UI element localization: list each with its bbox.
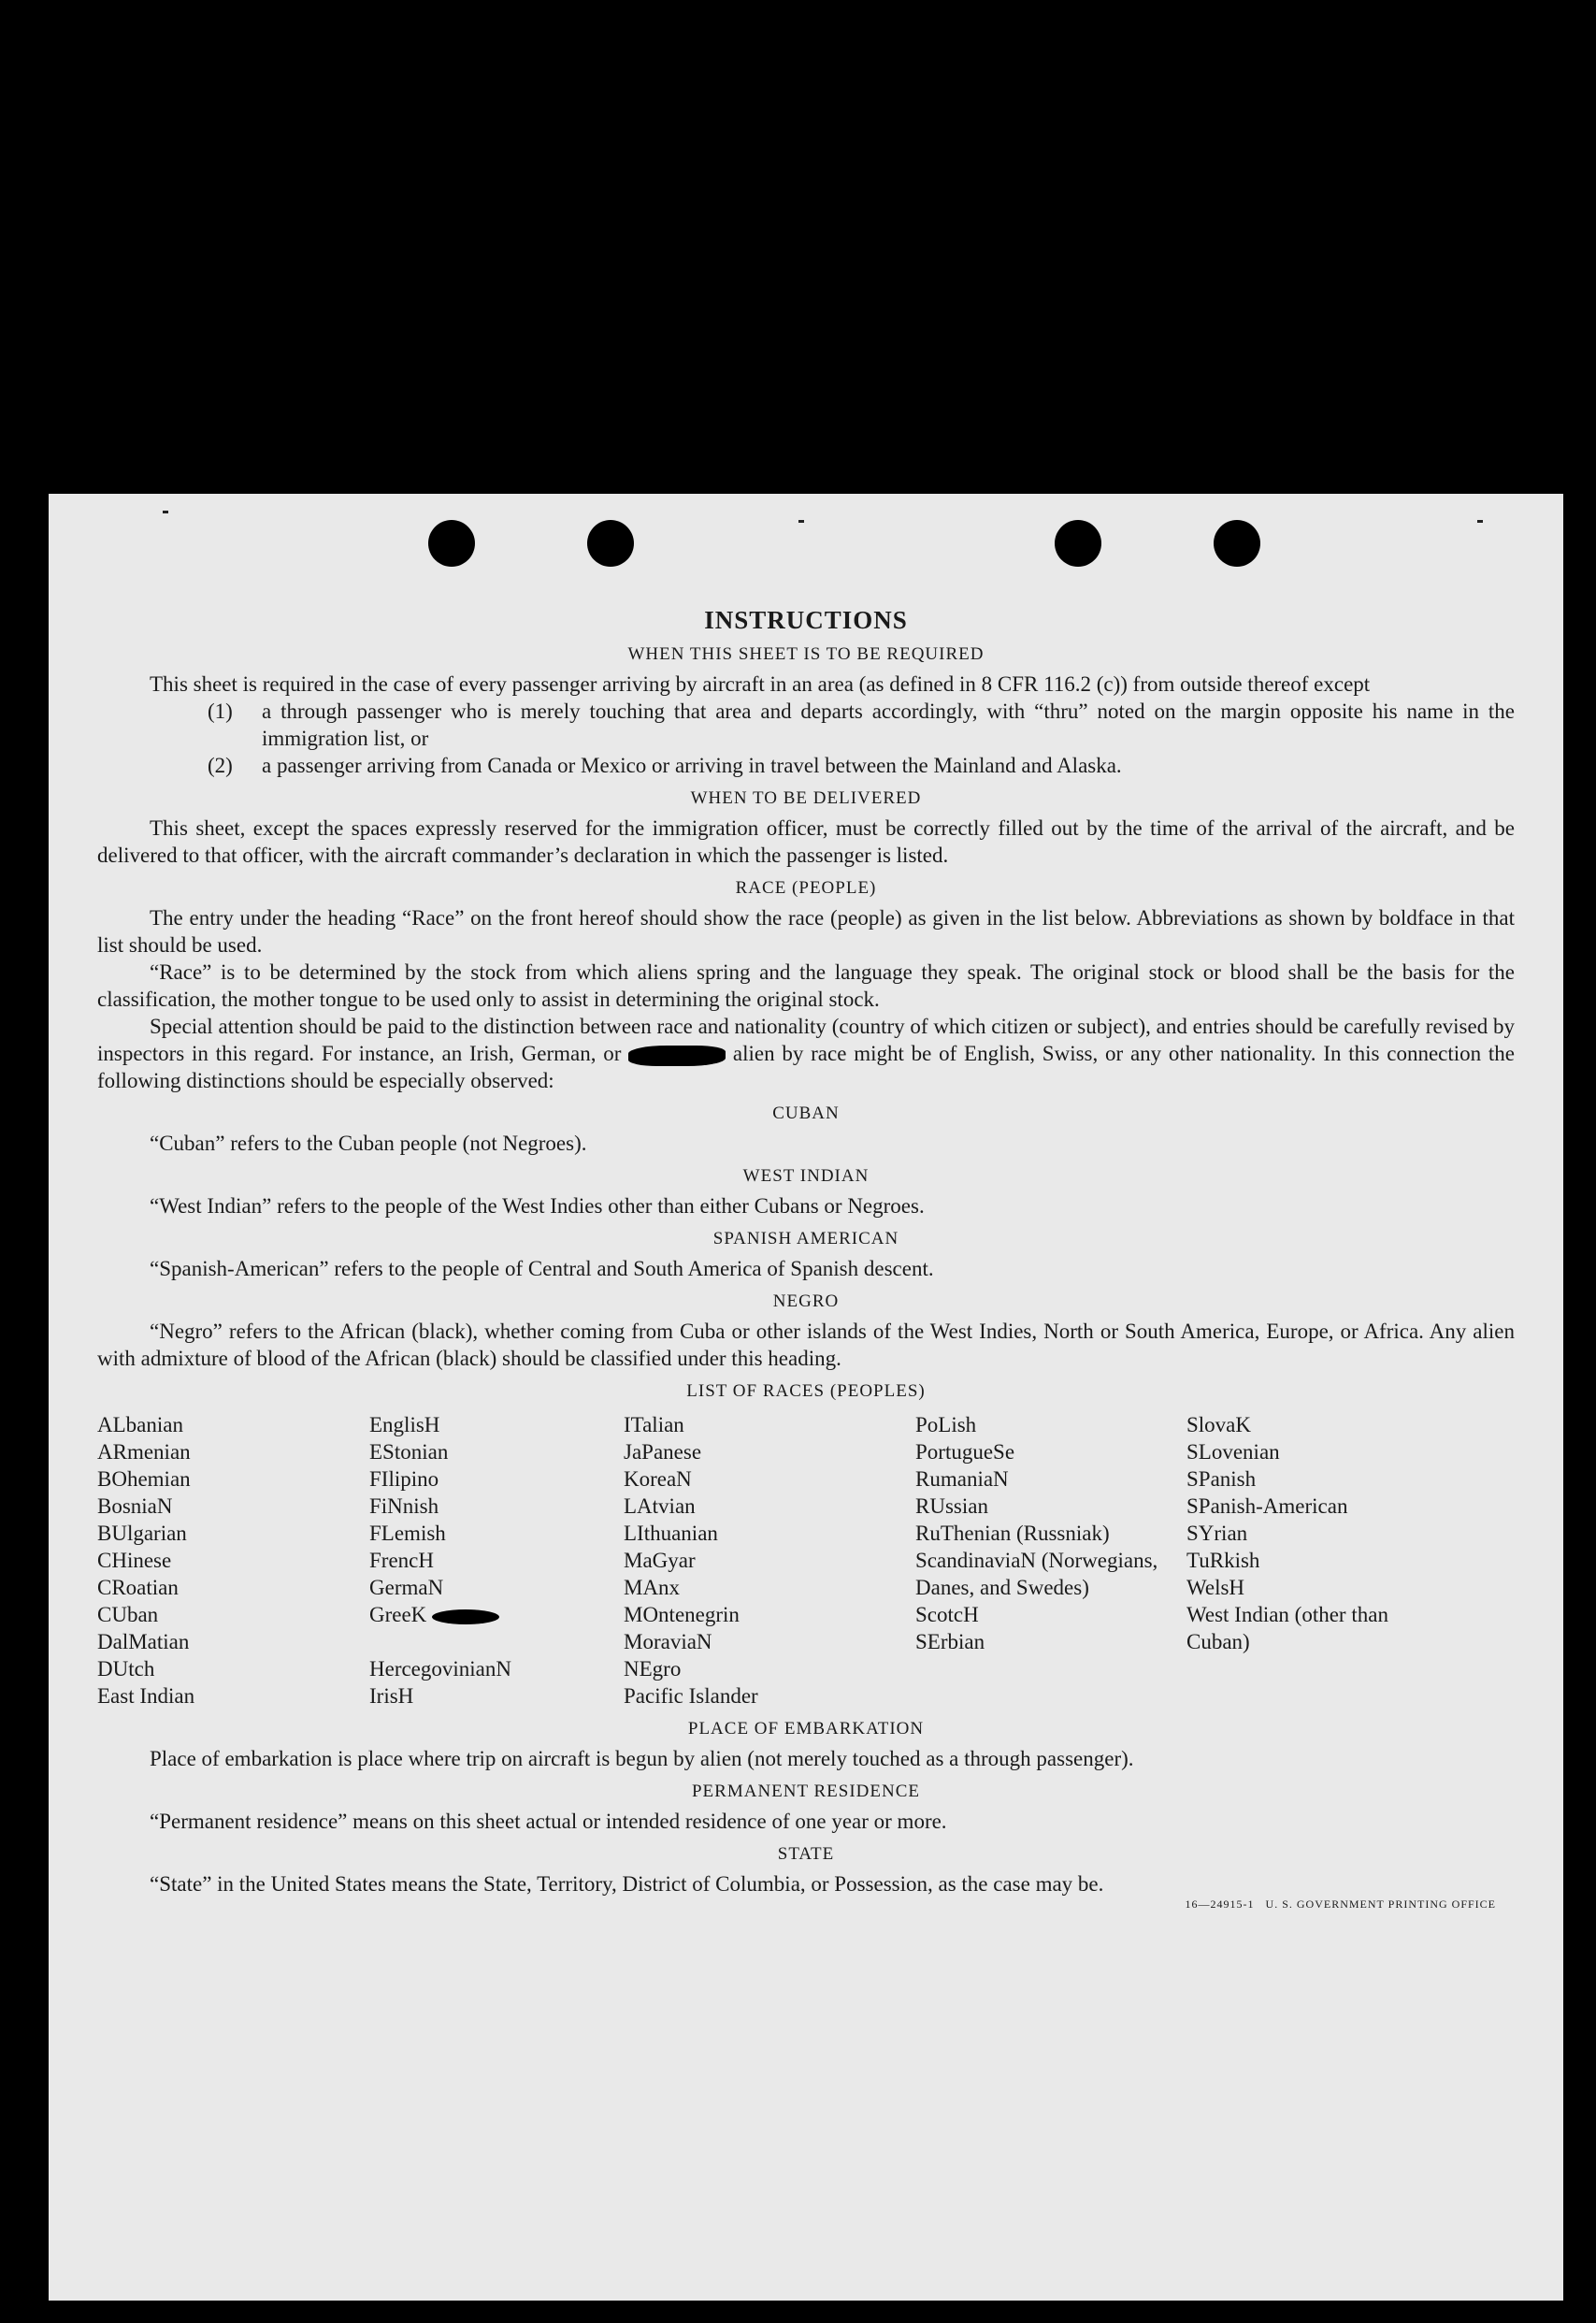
footer <box>97 1897 1515 1912</box>
list-item: CRoatian <box>97 1576 179 1599</box>
list-item: ScotcH <box>915 1603 979 1626</box>
heading-required: WHEN THIS SHEET IS TO BE REQUIRED <box>627 644 985 664</box>
list-item: SlovaK <box>1186 1413 1251 1436</box>
list-item: West Indian (other than Cuban) <box>1186 1603 1388 1653</box>
race-column <box>624 1411 915 1710</box>
list-item: CHinese <box>97 1549 172 1572</box>
list-item: RumaniaN <box>915 1467 1009 1491</box>
list-item: PoLish <box>915 1413 977 1436</box>
heading-spanish-american: SPANISH AMERICAN <box>712 1229 899 1248</box>
race-paragraph-3 <box>97 1013 1515 1094</box>
race-column <box>97 1411 369 1710</box>
list-item: HercegovinianN <box>369 1657 511 1681</box>
list-item: SLovenian <box>1186 1440 1280 1464</box>
required-intro: This sheet is required in the case of every passenger arriving by aircraft in an area (as defined in 8 CFR 116.2 (c)) from outside thereof except <box>150 672 1371 696</box>
list-item: NEgro <box>624 1657 682 1681</box>
race-column <box>915 1411 1186 1710</box>
list-item: EStonian <box>369 1440 449 1464</box>
negro-text: “Negro” refers to the African (black), whether coming from Cuba or other islands of the West Indies, North or South America, Europe, or Africa. Any alien with admixture of blood of the African (black) should be classified under this heading. <box>97 1320 1515 1370</box>
spanish-american-text: “Spanish-American” refers to the people of Central and South America of Spanish descent. <box>150 1257 934 1280</box>
list-item: FLemish <box>369 1522 446 1545</box>
race-column <box>369 1411 624 1710</box>
list-item: ScandinaviaN (Norwegians, Danes, and Swedes) <box>915 1549 1158 1599</box>
list-item: MOntenegrin <box>624 1603 740 1626</box>
list-item: DalMatian <box>97 1630 190 1653</box>
page-title: INSTRUCTIONS <box>704 606 908 634</box>
list-item <box>97 698 1515 752</box>
list-item: SErbian <box>915 1630 985 1653</box>
list-item: SYrian <box>1186 1522 1248 1545</box>
list-item: FiNnish <box>369 1494 439 1518</box>
form-sheet <box>49 494 1563 2301</box>
speck <box>798 520 804 523</box>
list-item: DUtch <box>97 1657 155 1681</box>
list-item: BosniaN <box>97 1494 173 1518</box>
list-item: ALbanian <box>97 1413 183 1436</box>
list-item: MoraviaN <box>624 1630 712 1653</box>
list-item: RuThenian (Russniak) <box>915 1522 1110 1545</box>
list-item: MaGyar <box>624 1549 696 1572</box>
race-name: GreeK <box>369 1603 427 1626</box>
heading-delivered: WHEN TO BE DELIVERED <box>690 788 922 808</box>
punch-hole <box>587 520 634 567</box>
race-column <box>1186 1411 1430 1710</box>
punch-hole <box>1214 520 1260 567</box>
race-paragraph-2: “Race” is to be determined by the stock from which aliens spring and the language they speak. The original stock or blood shall be the basis for the classification, the mother tongue to be used only to assist in determining the original stock. <box>97 960 1515 1011</box>
list-item: LAtvian <box>624 1494 696 1518</box>
list-item: CUban <box>97 1603 159 1626</box>
list-item: RUssian <box>915 1494 988 1518</box>
redaction-mark <box>432 1609 499 1624</box>
punch-hole <box>1055 520 1101 567</box>
list-item: FIlipino <box>369 1467 439 1491</box>
list-item: FrencH <box>369 1549 434 1572</box>
embarkation-text: Place of embarkation is place where trip on aircraft is begun by alien (not merely touched as a through passenger). <box>150 1747 1134 1770</box>
punch-hole <box>428 520 475 567</box>
list-item: ARmenian <box>97 1440 191 1464</box>
speck <box>1477 520 1483 523</box>
race-paragraph-3a: Special attention should be paid to the distinction between race and nationality (country of which citizen or subject), and entries should be carefully revised by inspectors in this regard. For instance, an Irish, German, or <box>97 1015 1515 1065</box>
list-item: GermaN <box>369 1576 444 1599</box>
item-number: (2) <box>208 754 233 777</box>
list-item: BOhemian <box>97 1467 191 1491</box>
item-text: a passenger arriving from Canada or Mexico or arriving in travel between the Mainland and Alaska. <box>262 754 1122 777</box>
residence-text: “Permanent residence” means on this sheet actual or intended residence of one year or more. <box>150 1810 947 1833</box>
heading-race: RACE (PEOPLE) <box>735 878 877 898</box>
list-item: TuRkish <box>1186 1549 1260 1572</box>
heading-race-list: LIST OF RACES (PEOPLES) <box>686 1381 926 1401</box>
race-paragraph-1: The entry under the heading “Race” on the front hereof should show the race (people) as given in the list below. Abbreviations as shown by boldface in that list should be used. <box>97 906 1515 957</box>
heading-cuban: CUBAN <box>772 1104 840 1123</box>
speck <box>163 511 168 513</box>
item-text: a through passenger who is merely touching that area and departs accordingly, with “thru” noted on the margin opposite his name in the immigration list, or <box>262 700 1515 750</box>
list-item <box>369 1601 624 1628</box>
printer-imprint <box>1186 1897 1496 1912</box>
redaction-mark <box>628 1046 726 1066</box>
delivered-text: This sheet, except the spaces expressly reserved for the immigration officer, must be correctly filled out by the time of the arrival of the aircraft, and be delivered to that officer, with the aircraft commander’s declaration in which the passenger is listed. <box>97 816 1515 867</box>
form-code: 16—24915-1 <box>1185 1897 1255 1911</box>
list-item: EnglisH <box>369 1413 440 1436</box>
heading-embarkation: PLACE OF EMBARKATION <box>687 1719 925 1739</box>
list-item: MAnx <box>624 1576 681 1599</box>
cuban-text: “Cuban” refers to the Cuban people (not Negroes). <box>150 1132 587 1155</box>
list-item: SPanish <box>1186 1467 1257 1491</box>
list-item: JaPanese <box>624 1440 702 1464</box>
heading-state: STATE <box>777 1844 835 1864</box>
list-item: PortugueSe <box>915 1440 1015 1464</box>
heading-residence: PERMANENT RESIDENCE <box>691 1782 921 1801</box>
race-list <box>97 1411 1515 1710</box>
list-item: WelsH <box>1186 1576 1245 1599</box>
list-item: ITalian <box>624 1413 684 1436</box>
list-item: IrisH <box>369 1684 414 1708</box>
printer-name: U. S. GOVERNMENT PRINTING OFFICE <box>1265 1897 1496 1911</box>
list-item: KoreaN <box>624 1467 692 1491</box>
west-indian-text: “West Indian” refers to the people of the West Indies other than either Cubans or Negroes. <box>150 1194 925 1218</box>
heading-negro: NEGRO <box>772 1291 840 1311</box>
race-paragraph-3b: alien by race might be of English, Swiss, or any other nationality. In this connection the following distinctions should be especially observed: <box>97 1042 1515 1092</box>
list-item <box>97 752 1515 779</box>
list-item: LIthuanian <box>624 1522 718 1545</box>
list-item: SPanish-American <box>1186 1494 1348 1518</box>
state-text: “State” in the United States means the State, Territory, District of Columbia, or Possession, as the case may be. <box>150 1872 1104 1896</box>
list-item: East Indian <box>97 1684 195 1708</box>
list-item: Pacific Islander <box>624 1684 758 1708</box>
list-item: BUlgarian <box>97 1522 187 1545</box>
heading-west-indian: WEST INDIAN <box>742 1166 870 1186</box>
list-item <box>369 1628 624 1655</box>
item-number: (1) <box>208 700 233 723</box>
